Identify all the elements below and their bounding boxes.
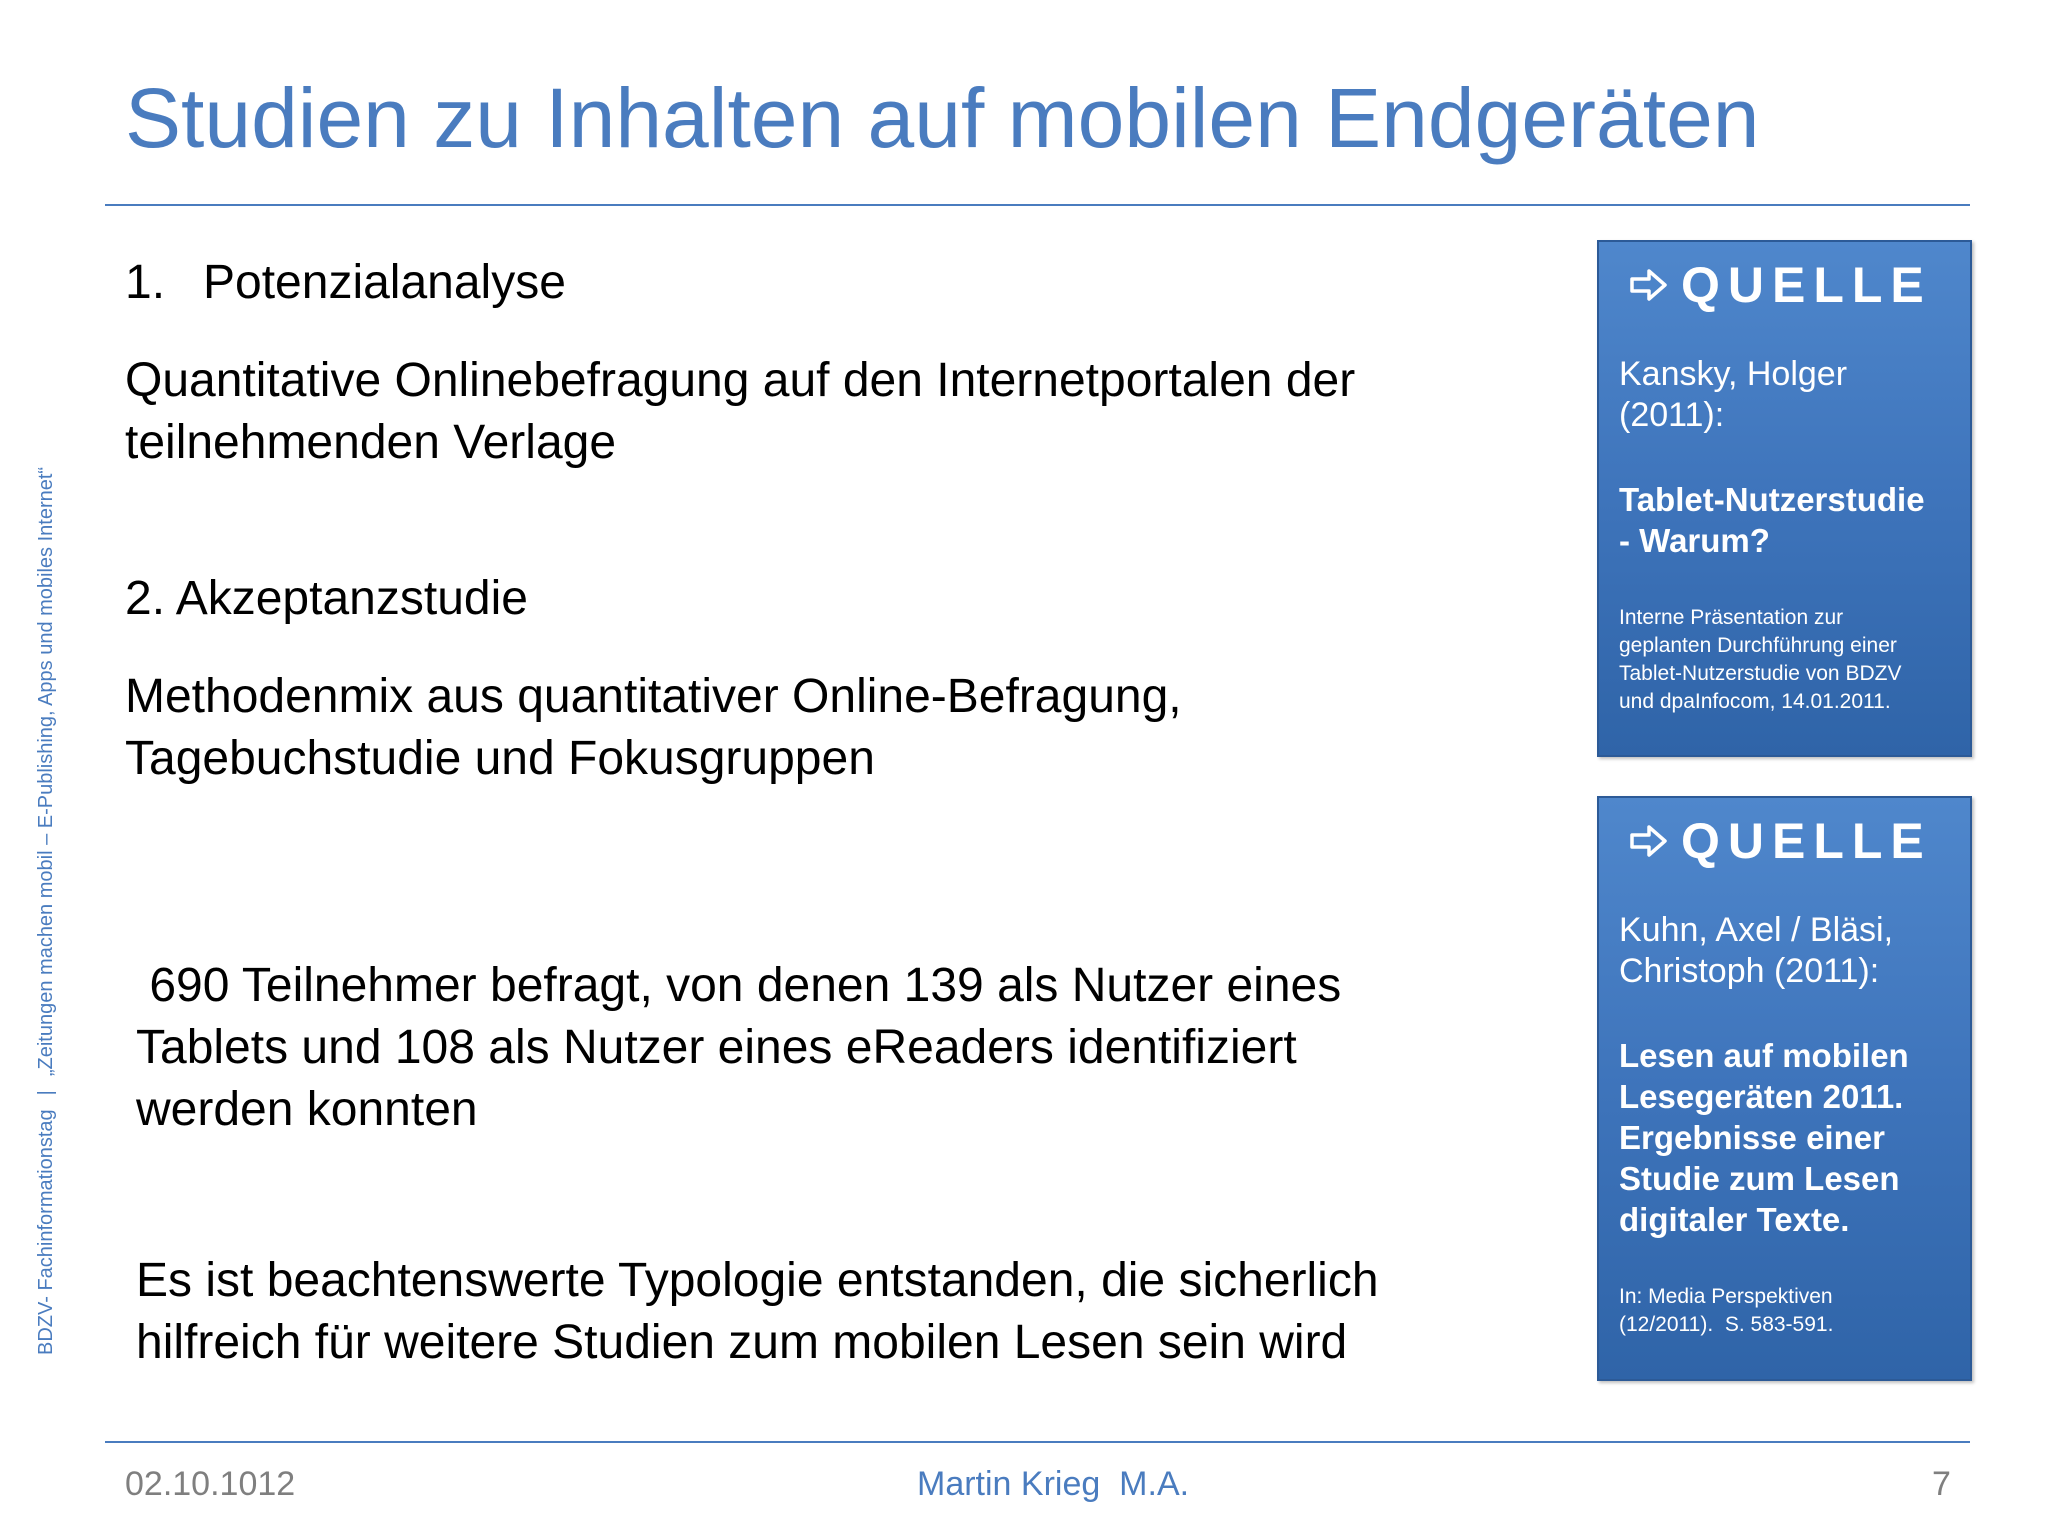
source-box-2-note-line2: (12/2011). S. 583-591.	[1619, 1313, 1834, 1336]
study1-description-line2: teilnehmenden Verlage	[125, 416, 617, 469]
footer-divider	[105, 1441, 1970, 1443]
side-caption-event: BDZV- Fachinformationstag	[35, 1109, 57, 1355]
side-caption-theme: „Zeitungen machen mobil – E-Publishing, Apps und mobiles Internet“	[35, 466, 57, 1077]
source-box-2-title-line4: Studie zum Lesen	[1619, 1160, 1900, 1197]
source-box-1-author	[1619, 354, 1954, 436]
findings-paragraph1-line2: Tablets und 108 als Nutzer eines eReaders identifiziert	[136, 1021, 1297, 1074]
source-box-1-title-line2: - Warum?	[1619, 522, 1770, 559]
findings-paragraph1-line1: 690 Teilnehmer befragt, von denen 139 als Nutzer eines	[136, 959, 1342, 1012]
source-box-1-author-line2: (2011):	[1619, 396, 1725, 434]
study2-description-line1: Methodenmix aus quantitativer Online-Befragung,	[125, 670, 1182, 723]
source-box-2-title-line5: digitaler Texte.	[1619, 1201, 1850, 1238]
source-box-2-label: QUELLE	[1681, 813, 1932, 869]
findings-paragraph2-line1: Es ist beachtenswerte Typologie entstanden, die sicherlich	[136, 1254, 1379, 1307]
source-box-2-author	[1619, 910, 1954, 992]
source-box-1-note-line4: und dpaInfocom, 14.01.2011.	[1619, 690, 1891, 713]
study1-heading: Potenzialanalyse	[203, 256, 566, 309]
source-box-2-title-line2: Lesegeräten 2011.	[1619, 1078, 1904, 1115]
right-arrow-outline-icon	[1629, 821, 1669, 861]
study2-description-line2: Tagebuchstudie und Fokusgruppen	[125, 732, 875, 785]
source-box-1-note-line1: Interne Präsentation zur	[1619, 606, 1844, 629]
source-box-1-header	[1629, 256, 1932, 314]
source-box-2-author-line1: Kuhn, Axel / Bläsi,	[1619, 911, 1894, 949]
study2-heading: 2. Akzeptanzstudie	[125, 572, 528, 625]
source-box-1-label: QUELLE	[1681, 257, 1932, 313]
source-box-2-title-line1: Lesen auf mobilen	[1619, 1037, 1909, 1074]
right-arrow-outline-icon	[1629, 265, 1669, 305]
source-box-1	[1597, 240, 1972, 757]
footer-date: 02.10.1012	[125, 1465, 296, 1503]
source-box-1-note-line2: geplanten Durchführung einer	[1619, 634, 1897, 657]
source-box-1-title-line1: Tablet-Nutzerstudie	[1619, 481, 1925, 518]
source-box-1-title	[1619, 479, 1956, 561]
source-box-2-header	[1629, 812, 1932, 870]
title-divider	[105, 204, 1970, 206]
source-box-2-author-line2: Christoph (2011):	[1619, 952, 1880, 990]
slide-title: Studien zu Inhalten auf mobilen Endgeräten	[125, 71, 1760, 165]
source-box-2-title-line3: Ergebnisse einer	[1619, 1119, 1885, 1156]
side-caption-separator: |	[35, 1090, 57, 1096]
page-number: 7	[1932, 1465, 1951, 1503]
study1-description-line1: Quantitative Onlinebefragung auf den Internetportalen der	[125, 354, 1356, 407]
source-box-2	[1597, 796, 1972, 1381]
source-box-1-note-line3: Tablet-Nutzerstudie von BDZV	[1619, 662, 1902, 685]
findings-paragraph2-line2: hilfreich für weitere Studien zum mobilen Lesen sein wird	[136, 1316, 1348, 1369]
source-box-1-author-line1: Kansky, Holger	[1619, 355, 1848, 393]
source-box-2-note	[1619, 1283, 1956, 1339]
source-box-2-title	[1619, 1035, 1956, 1240]
source-box-1-note	[1619, 604, 1956, 716]
study1-number: 1.	[125, 256, 166, 309]
source-box-2-note-line1: In: Media Perspektiven	[1619, 1285, 1833, 1308]
findings-paragraph1-line3: werden konnten	[136, 1083, 478, 1136]
side-caption	[36, 305, 56, 1355]
footer-presenter: Martin Krieg M.A.	[917, 1465, 1190, 1503]
